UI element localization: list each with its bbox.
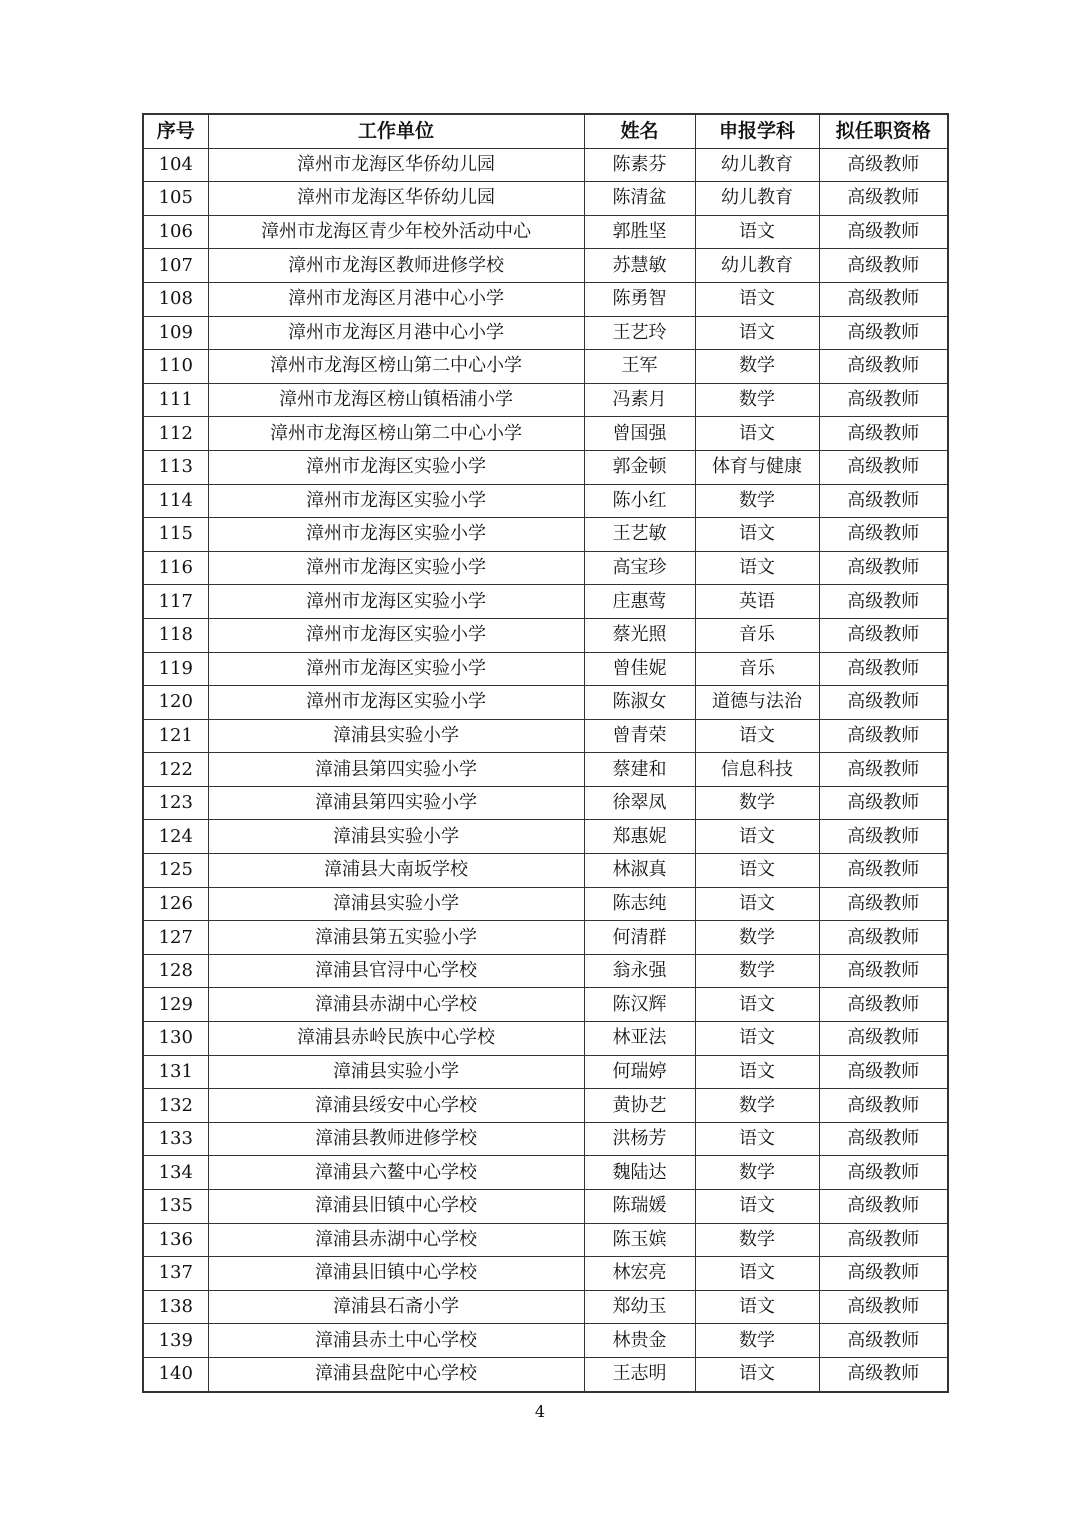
cell-name: 洪杨芳: [584, 1122, 695, 1156]
cell-qualification: 高级教师: [819, 887, 948, 921]
cell-subject: 语文: [695, 215, 819, 249]
table-row: [143, 282, 948, 316]
cell-work-unit: 漳浦县赤湖中心学校: [208, 988, 584, 1022]
cell-subject: 语文: [695, 551, 819, 585]
cell-serial-number: 114: [143, 484, 208, 518]
cell-subject: 语文: [695, 282, 819, 316]
cell-name: 郑惠妮: [584, 820, 695, 854]
cell-qualification: 高级教师: [819, 786, 948, 820]
cell-name: 陈素芬: [584, 148, 695, 182]
cell-serial-number: 105: [143, 182, 208, 216]
cell-name: 曾佳妮: [584, 652, 695, 686]
cell-qualification: 高级教师: [819, 686, 948, 720]
cell-work-unit: 漳州市龙海区实验小学: [208, 585, 584, 619]
cell-serial-number: 121: [143, 719, 208, 753]
cell-name: 王艺玲: [584, 316, 695, 350]
cell-work-unit: 漳州市龙海区榜山第二中心小学: [208, 417, 584, 451]
table-row: [143, 887, 948, 921]
cell-work-unit: 漳州市龙海区华侨幼儿园: [208, 148, 584, 182]
header-work-unit: 工作单位: [208, 114, 584, 148]
cell-subject: 语文: [695, 1357, 819, 1391]
table-row: [143, 316, 948, 350]
cell-work-unit: 漳浦县实验小学: [208, 1055, 584, 1089]
cell-name: 曾国强: [584, 417, 695, 451]
cell-serial-number: 133: [143, 1122, 208, 1156]
cell-qualification: 高级教师: [819, 1156, 948, 1190]
cell-qualification: 高级教师: [819, 215, 948, 249]
table-row: [143, 518, 948, 552]
cell-work-unit: 漳州市龙海区月港中心小学: [208, 282, 584, 316]
cell-serial-number: 128: [143, 954, 208, 988]
cell-serial-number: 109: [143, 316, 208, 350]
cell-qualification: 高级教师: [819, 350, 948, 384]
cell-qualification: 高级教师: [819, 1357, 948, 1391]
table-row: [143, 1089, 948, 1123]
cell-qualification: 高级教师: [819, 1022, 948, 1056]
cell-qualification: 高级教师: [819, 988, 948, 1022]
cell-serial-number: 117: [143, 585, 208, 619]
table-row: [143, 921, 948, 955]
cell-name: 陈勇智: [584, 282, 695, 316]
cell-serial-number: 104: [143, 148, 208, 182]
cell-qualification: 高级教师: [819, 450, 948, 484]
cell-name: 魏陆达: [584, 1156, 695, 1190]
cell-serial-number: 135: [143, 1190, 208, 1224]
cell-name: 曾青荣: [584, 719, 695, 753]
cell-serial-number: 129: [143, 988, 208, 1022]
cell-work-unit: 漳浦县石斋小学: [208, 1290, 584, 1324]
cell-subject: 语文: [695, 1022, 819, 1056]
cell-serial-number: 131: [143, 1055, 208, 1089]
header-row: [143, 114, 948, 148]
cell-work-unit: 漳州市龙海区实验小学: [208, 450, 584, 484]
table-row: [143, 988, 948, 1022]
cell-subject: 数学: [695, 921, 819, 955]
cell-serial-number: 134: [143, 1156, 208, 1190]
cell-qualification: 高级教师: [819, 148, 948, 182]
cell-serial-number: 118: [143, 618, 208, 652]
cell-qualification: 高级教师: [819, 249, 948, 283]
cell-work-unit: 漳州市龙海区榜山镇梧浦小学: [208, 383, 584, 417]
cell-name: 陈清盆: [584, 182, 695, 216]
table-row: [143, 182, 948, 216]
cell-serial-number: 125: [143, 854, 208, 888]
cell-qualification: 高级教师: [819, 820, 948, 854]
cell-name: 王志明: [584, 1357, 695, 1391]
table-row: [143, 719, 948, 753]
cell-qualification: 高级教师: [819, 551, 948, 585]
cell-name: 陈瑞媛: [584, 1190, 695, 1224]
cell-work-unit: 漳州市龙海区实验小学: [208, 518, 584, 552]
cell-qualification: 高级教师: [819, 719, 948, 753]
cell-work-unit: 漳州市龙海区实验小学: [208, 686, 584, 720]
cell-qualification: 高级教师: [819, 484, 948, 518]
cell-subject: 数学: [695, 383, 819, 417]
cell-name: 徐翠凤: [584, 786, 695, 820]
table-row: [143, 1290, 948, 1324]
cell-name: 陈汉辉: [584, 988, 695, 1022]
cell-subject: 数学: [695, 1089, 819, 1123]
table-row: [143, 753, 948, 787]
table-row: [143, 383, 948, 417]
cell-name: 高宝珍: [584, 551, 695, 585]
cell-work-unit: 漳州市龙海区教师进修学校: [208, 249, 584, 283]
cell-work-unit: 漳浦县实验小学: [208, 719, 584, 753]
table-row: [143, 1122, 948, 1156]
page-number: 4: [534, 1402, 546, 1421]
cell-subject: 数学: [695, 1324, 819, 1358]
cell-qualification: 高级教师: [819, 182, 948, 216]
cell-qualification: 高级教师: [819, 1290, 948, 1324]
cell-name: 王艺敏: [584, 518, 695, 552]
cell-serial-number: 111: [143, 383, 208, 417]
cell-subject: 语文: [695, 1055, 819, 1089]
cell-name: 陈小红: [584, 484, 695, 518]
cell-serial-number: 119: [143, 652, 208, 686]
cell-subject: 语文: [695, 316, 819, 350]
cell-qualification: 高级教师: [819, 1190, 948, 1224]
cell-serial-number: 126: [143, 887, 208, 921]
cell-subject: 语文: [695, 887, 819, 921]
cell-subject: 语文: [695, 1190, 819, 1224]
cell-work-unit: 漳州市龙海区榜山第二中心小学: [208, 350, 584, 384]
cell-serial-number: 108: [143, 282, 208, 316]
table-row: [143, 954, 948, 988]
cell-qualification: 高级教师: [819, 417, 948, 451]
cell-serial-number: 110: [143, 350, 208, 384]
cell-work-unit: 漳浦县教师进修学校: [208, 1122, 584, 1156]
cell-qualification: 高级教师: [819, 854, 948, 888]
cell-work-unit: 漳浦县绥安中心学校: [208, 1089, 584, 1123]
cell-name: 苏慧敏: [584, 249, 695, 283]
cell-work-unit: 漳州市龙海区实验小学: [208, 618, 584, 652]
table-row: [143, 249, 948, 283]
table-body: [143, 148, 948, 1391]
cell-qualification: 高级教师: [819, 618, 948, 652]
header-name: 姓名: [584, 114, 695, 148]
cell-qualification: 高级教师: [819, 316, 948, 350]
table-row: [143, 1156, 948, 1190]
cell-subject: 语文: [695, 1257, 819, 1291]
cell-serial-number: 138: [143, 1290, 208, 1324]
cell-serial-number: 122: [143, 753, 208, 787]
cell-work-unit: 漳浦县大南坂学校: [208, 854, 584, 888]
cell-qualification: 高级教师: [819, 1324, 948, 1358]
cell-subject: 英语: [695, 585, 819, 619]
cell-subject: 语文: [695, 1290, 819, 1324]
table-row: [143, 1055, 948, 1089]
cell-work-unit: 漳州市龙海区华侨幼儿园: [208, 182, 584, 216]
cell-qualification: 高级教师: [819, 921, 948, 955]
cell-qualification: 高级教师: [819, 383, 948, 417]
cell-subject: 语文: [695, 820, 819, 854]
cell-name: 何清群: [584, 921, 695, 955]
cell-name: 蔡建和: [584, 753, 695, 787]
table-row: [143, 1223, 948, 1257]
cell-name: 陈志纯: [584, 887, 695, 921]
cell-name: 林淑真: [584, 854, 695, 888]
cell-work-unit: 漳州市龙海区月港中心小学: [208, 316, 584, 350]
cell-subject: 语文: [695, 719, 819, 753]
cell-subject: 数学: [695, 1156, 819, 1190]
cell-subject: 道德与法治: [695, 686, 819, 720]
cell-work-unit: 漳浦县第五实验小学: [208, 921, 584, 955]
cell-subject: 语文: [695, 417, 819, 451]
cell-serial-number: 123: [143, 786, 208, 820]
cell-work-unit: 漳浦县赤土中心学校: [208, 1324, 584, 1358]
table-row: [143, 1324, 948, 1358]
cell-work-unit: 漳浦县实验小学: [208, 820, 584, 854]
table-row: [143, 585, 948, 619]
cell-work-unit: 漳浦县赤湖中心学校: [208, 1223, 584, 1257]
cell-qualification: 高级教师: [819, 954, 948, 988]
cell-subject: 数学: [695, 350, 819, 384]
cell-name: 何瑞婷: [584, 1055, 695, 1089]
cell-qualification: 高级教师: [819, 518, 948, 552]
table-row: [143, 450, 948, 484]
cell-qualification: 高级教师: [819, 282, 948, 316]
cell-work-unit: 漳浦县赤岭民族中心学校: [208, 1022, 584, 1056]
table-row: [143, 686, 948, 720]
cell-name: 林贵金: [584, 1324, 695, 1358]
cell-qualification: 高级教师: [819, 1122, 948, 1156]
cell-subject: 数学: [695, 786, 819, 820]
cell-serial-number: 127: [143, 921, 208, 955]
cell-serial-number: 124: [143, 820, 208, 854]
table-row: [143, 786, 948, 820]
header-subject: 申报学科: [695, 114, 819, 148]
table-row: [143, 484, 948, 518]
table-row: [143, 148, 948, 182]
cell-serial-number: 112: [143, 417, 208, 451]
cell-qualification: 高级教师: [819, 753, 948, 787]
cell-serial-number: 136: [143, 1223, 208, 1257]
cell-subject: 数学: [695, 954, 819, 988]
teacher-roster-table: [142, 113, 949, 1393]
cell-work-unit: 漳浦县盘陀中心学校: [208, 1357, 584, 1391]
table-row: [143, 1022, 948, 1056]
cell-work-unit: 漳州市龙海区实验小学: [208, 551, 584, 585]
cell-name: 翁永强: [584, 954, 695, 988]
cell-name: 黄协艺: [584, 1089, 695, 1123]
cell-serial-number: 107: [143, 249, 208, 283]
cell-serial-number: 120: [143, 686, 208, 720]
table-row: [143, 551, 948, 585]
cell-work-unit: 漳浦县官浔中心学校: [208, 954, 584, 988]
cell-qualification: 高级教师: [819, 652, 948, 686]
cell-work-unit: 漳浦县第四实验小学: [208, 753, 584, 787]
cell-subject: 体育与健康: [695, 450, 819, 484]
table-row: [143, 618, 948, 652]
table-row: [143, 652, 948, 686]
cell-name: 王军: [584, 350, 695, 384]
cell-subject: 语文: [695, 854, 819, 888]
table-row: [143, 1190, 948, 1224]
cell-subject: 语文: [695, 1122, 819, 1156]
cell-qualification: 高级教师: [819, 1055, 948, 1089]
cell-subject: 语文: [695, 518, 819, 552]
cell-name: 郑幼玉: [584, 1290, 695, 1324]
cell-work-unit: 漳浦县第四实验小学: [208, 786, 584, 820]
cell-qualification: 高级教师: [819, 1223, 948, 1257]
cell-serial-number: 137: [143, 1257, 208, 1291]
cell-qualification: 高级教师: [819, 1089, 948, 1123]
cell-subject: 信息科技: [695, 753, 819, 787]
cell-serial-number: 106: [143, 215, 208, 249]
cell-serial-number: 113: [143, 450, 208, 484]
cell-name: 林宏亮: [584, 1257, 695, 1291]
cell-work-unit: 漳州市龙海区青少年校外活动中心: [208, 215, 584, 249]
cell-subject: 幼儿教育: [695, 249, 819, 283]
cell-serial-number: 130: [143, 1022, 208, 1056]
table-header: [143, 114, 948, 148]
cell-name: 陈淑女: [584, 686, 695, 720]
cell-serial-number: 139: [143, 1324, 208, 1358]
cell-subject: 数学: [695, 484, 819, 518]
cell-subject: 幼儿教育: [695, 182, 819, 216]
table-row: [143, 854, 948, 888]
cell-subject: 语文: [695, 988, 819, 1022]
table-row: [143, 215, 948, 249]
header-qualification: 拟任职资格: [819, 114, 948, 148]
cell-subject: 数学: [695, 1223, 819, 1257]
cell-serial-number: 132: [143, 1089, 208, 1123]
table-row: [143, 417, 948, 451]
cell-name: 陈玉嫔: [584, 1223, 695, 1257]
cell-name: 郭胜坚: [584, 215, 695, 249]
cell-name: 蔡光照: [584, 618, 695, 652]
table-row: [143, 350, 948, 384]
cell-qualification: 高级教师: [819, 1257, 948, 1291]
cell-work-unit: 漳州市龙海区实验小学: [208, 652, 584, 686]
cell-subject: 幼儿教育: [695, 148, 819, 182]
cell-serial-number: 140: [143, 1357, 208, 1391]
cell-subject: 音乐: [695, 652, 819, 686]
cell-work-unit: 漳浦县旧镇中心学校: [208, 1190, 584, 1224]
cell-work-unit: 漳州市龙海区实验小学: [208, 484, 584, 518]
cell-serial-number: 115: [143, 518, 208, 552]
cell-name: 庄惠莺: [584, 585, 695, 619]
cell-subject: 音乐: [695, 618, 819, 652]
cell-work-unit: 漳浦县旧镇中心学校: [208, 1257, 584, 1291]
cell-qualification: 高级教师: [819, 585, 948, 619]
header-serial-number: 序号: [143, 114, 208, 148]
cell-serial-number: 116: [143, 551, 208, 585]
table-row: [143, 820, 948, 854]
cell-work-unit: 漳浦县六鳌中心学校: [208, 1156, 584, 1190]
cell-work-unit: 漳浦县实验小学: [208, 887, 584, 921]
cell-name: 林亚法: [584, 1022, 695, 1056]
cell-name: 郭金顿: [584, 450, 695, 484]
cell-name: 冯素月: [584, 383, 695, 417]
table-row: [143, 1257, 948, 1291]
table-row: [143, 1357, 948, 1391]
